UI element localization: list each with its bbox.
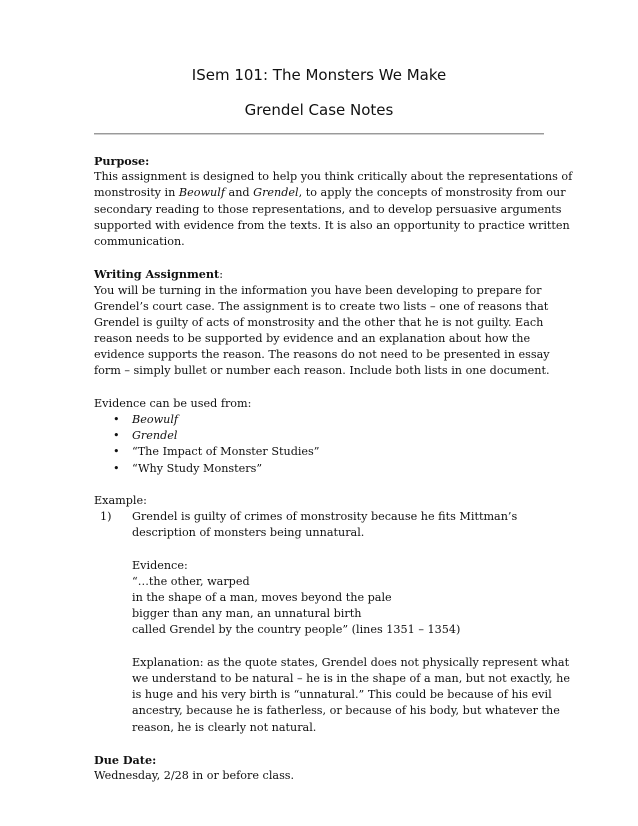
quote-line: “…the other, warped (132, 574, 250, 588)
purpose-heading: Purpose: (94, 154, 150, 168)
example-heading: Example: (94, 493, 147, 507)
due-heading: Due Date: (94, 752, 157, 767)
explanation-line: ancestry, because he is fatherless, or because of his body, but whatever the (132, 704, 560, 718)
bullet-icon: • (113, 445, 120, 459)
due-text: Wednesday, 2/28 in or before class. (94, 769, 295, 783)
explanation-line: we understand to be natural – he is in the shape of a man, but not exactly, he (132, 672, 570, 685)
purpose-line: communication. (94, 234, 185, 248)
writing-line: Grendel is guilty of acts of monstrosity and the other that he is not guilty. Each (94, 315, 544, 329)
list-item (94, 412, 554, 428)
purpose-text: monstrosity in (94, 186, 179, 200)
writing-line: evidence supports the reason. The reasons do not need to be presented in essay (94, 348, 550, 362)
explanation-line: is huge and his very birth is “unnatural.” This could be because of his evil (132, 688, 552, 702)
bullet-icon: • (113, 461, 120, 475)
purpose-text: , to apply the concepts of monstrosity from our (298, 186, 566, 200)
example-claim: Grendel is guilty of crimes of monstrosity because he fits Mittman’s (132, 510, 518, 524)
quote-line: called Grendel by the country people” (lines 1351 – 1354) (132, 623, 461, 637)
bullet-icon: • (113, 429, 120, 443)
title-divider (94, 133, 544, 135)
quote-line: bigger than any man, an unnatural birth (132, 607, 362, 621)
purpose-line: This assignment is designed to help you think critically about the representations of (94, 170, 573, 184)
evidence-label: Evidence: (132, 558, 188, 572)
title-beowulf: Beowulf (178, 186, 225, 200)
purpose-line: supported with evidence from the texts. It is also an opportunity to practice written (94, 218, 570, 232)
explanation-line: Explanation: as the quote states, Grendel does not physically represent what (132, 655, 570, 669)
example-item (94, 509, 554, 525)
example-claim: description of monsters being unnatural. (132, 526, 365, 540)
list-item (94, 461, 554, 477)
purpose-text: and (224, 186, 254, 200)
quote-line: in the shape of a man, moves beyond the pale (132, 591, 392, 605)
title-grendel: Grendel (253, 186, 299, 200)
writing-line: form – simply bullet or number each reason. Include both lists in one document. (94, 364, 550, 378)
source-why: “Why Study Monsters” (132, 461, 263, 475)
list-item (94, 444, 554, 460)
source-impact: “The Impact of Monster Studies” (132, 445, 320, 459)
bullet-icon: • (113, 413, 120, 426)
writing-line: reason needs to be supported by evidence and an explanation about how the (94, 332, 531, 346)
document-body (94, 153, 573, 784)
writing-heading-colon: : (219, 268, 223, 282)
writing-line: You will be turning in the information you have been developing to prepare for (94, 283, 542, 297)
purpose-line (94, 185, 566, 201)
writing-line: Grendel’s court case. The assignment is to create two lists – one of reasons that (94, 299, 549, 313)
list-item (94, 428, 554, 444)
document-title: Grendel Case Notes (244, 101, 394, 119)
item-number: 1) (100, 510, 112, 524)
purpose-line: secondary reading to those representations, and to develop persuasive arguments (94, 202, 562, 216)
explanation-line: reason, he is clearly not natural. (132, 720, 317, 734)
source-beowulf: Beowulf (132, 413, 179, 426)
writing-heading (94, 266, 554, 282)
writing-heading-text: Writing Assignment (94, 267, 220, 282)
evidence-intro: Evidence can be used from: (94, 396, 252, 410)
source-grendel: Grendel (132, 429, 178, 443)
course-title: ISem 101: The Monsters We Make (191, 66, 447, 84)
